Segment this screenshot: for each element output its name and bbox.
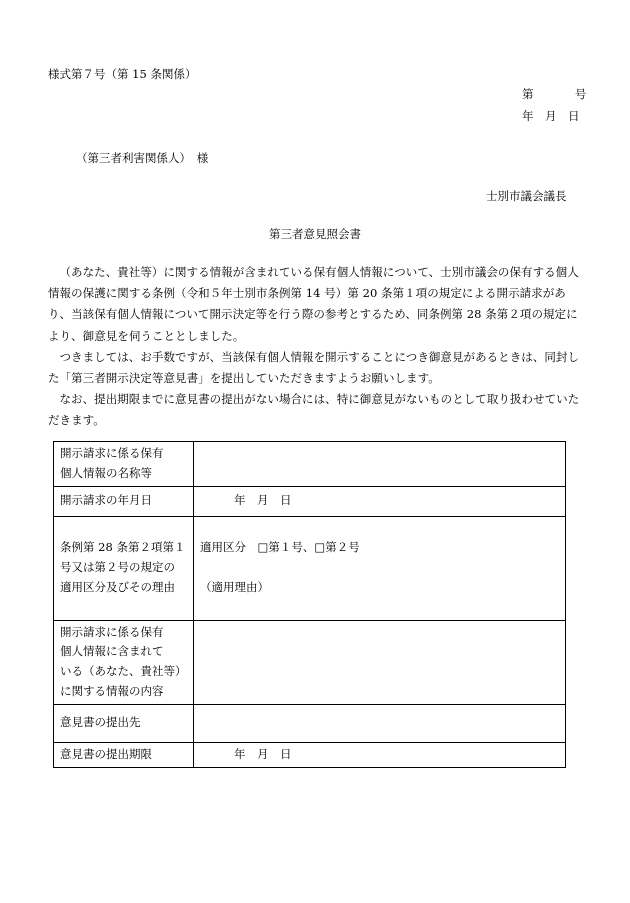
number-prefix: 第 <box>522 87 534 101</box>
row-label-applicable-category: 条例第 28 条第２項第１ 号又は第２号の規定の 適用区分及びその理由 <box>54 516 194 620</box>
row-label-submission-deadline: 意見書の提出期限 <box>54 742 194 767</box>
body-paragraph: （あなた、貴社等）に関する情報が含まれている保有個人情報について、士別市議会の保有する個人情報の保護に関する条例（令和５年士別市条例第 14 号）第 20 条第１項の規定による開示請求があり、当該保有個人情報について開示決定等を行う際の参考とするため、同条例第 28 条第２項の規定により、御意見を伺うこととしました。 <box>48 265 579 343</box>
body-paragraph: つきましては、お手数ですが、当該保有個人情報を開示することにつき御意見があるときは、同封した「第三者開示決定等意見書」を提出していただきますようお願いします。 <box>48 349 580 386</box>
document-title: 第三者意見照会書 <box>269 227 361 241</box>
table-row <box>54 742 566 767</box>
document-date: 年 月 日 <box>522 109 580 123</box>
row-value-info-content <box>194 620 566 704</box>
reason-label: （適用理由） <box>200 579 269 594</box>
form-code: 様式第７号（第 15 条関係） <box>48 67 197 81</box>
table-row <box>54 516 566 620</box>
body-text <box>48 262 588 432</box>
category-checkboxes: 適用区分 □第１号、□第２号 <box>200 540 360 555</box>
body-paragraph: なお、提出期限までに意見書の提出がない場合には、特に御意見がないものとして取り扱わせていただきます。 <box>48 392 580 428</box>
row-label-request-date: 開示請求の年月日 <box>54 486 194 516</box>
number-suffix: 号 <box>574 87 587 101</box>
document-number <box>522 86 587 102</box>
row-value-submission-deadline: 年 月 日 <box>194 742 566 767</box>
row-value-request-date: 年 月 日 <box>194 486 566 516</box>
info-table <box>53 441 566 768</box>
table-row <box>54 442 566 487</box>
row-value-info-name <box>194 442 566 487</box>
table-row <box>54 620 566 704</box>
row-value-applicable-category <box>194 516 566 620</box>
row-label-info-name: 開示請求に係る保有 個人情報の名称等 <box>54 442 194 487</box>
row-label-info-content: 開示請求に係る保有 個人情報に含まれて いる（あなた、貴社等） に関する情報の内容 <box>54 620 194 704</box>
row-label-submission-destination: 意見書の提出先 <box>54 704 194 742</box>
sender: 士別市議会議長 <box>486 189 567 203</box>
table-row <box>54 704 566 742</box>
row-value-submission-destination <box>194 704 566 742</box>
addressee: （第三者利害関係人） 様 <box>76 151 209 165</box>
table-row <box>54 486 566 516</box>
